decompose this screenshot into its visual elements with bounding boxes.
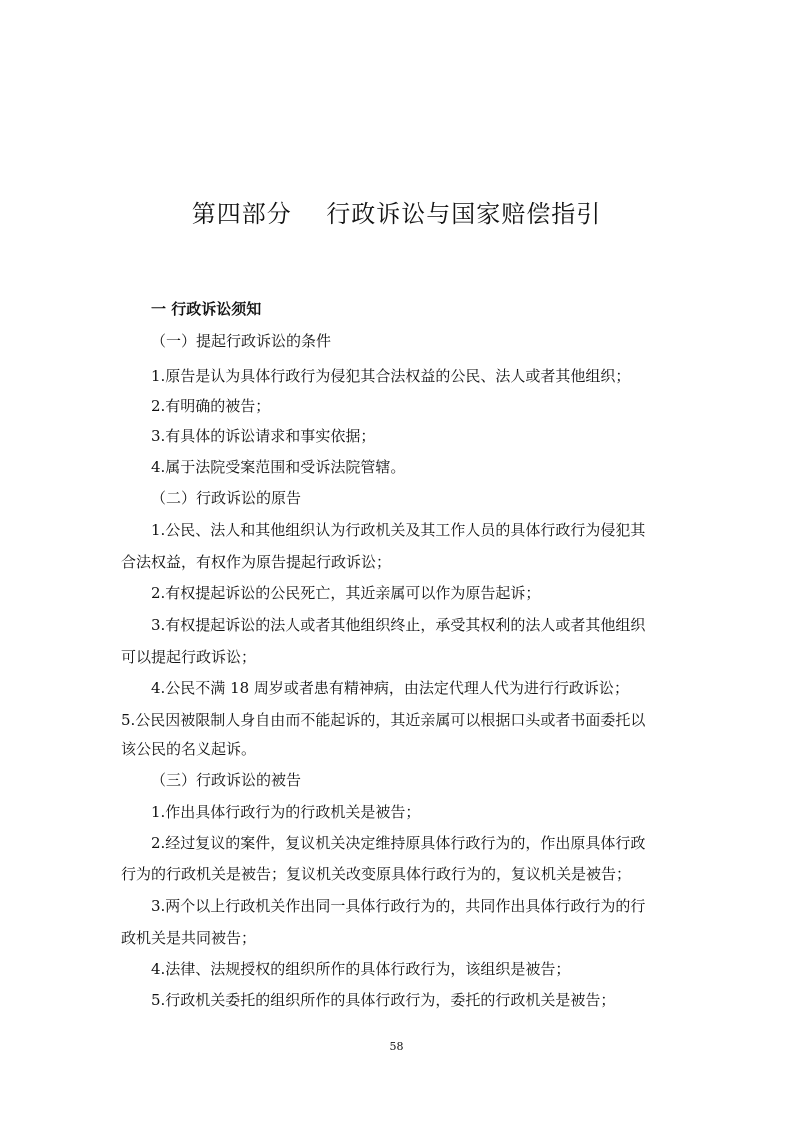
paragraph-line: 5.行政机关委托的组织所作的具体行政行为，委托的行政机关是被告；	[151, 991, 616, 1009]
paragraph-line: 政机关是共同被告；	[121, 929, 257, 947]
paragraph-line: 1.公民、法人和其他组织认为行政机关及其工作人员的具体行政行为侵犯其	[151, 521, 646, 539]
subheading: （一）提起行政诉讼的条件	[151, 332, 332, 350]
subheading: （二）行政诉讼的原告	[151, 489, 302, 507]
page-number: 58	[389, 1040, 404, 1053]
paragraph-line: 3.有具体的诉讼请求和事实依据；	[151, 427, 376, 445]
page-title: 第四部分 行政诉讼与国家赔偿指引	[191, 200, 602, 228]
paragraph-line: 4.法律、法规授权的组织所作的具体行政行为，该组织是被告；	[151, 960, 571, 978]
paragraph-line: 行为的行政机关是被告；复议机关改变原具体行政行为的，复议机关是被告；	[121, 865, 632, 883]
paragraph-line: 可以提起行政诉讼；	[121, 648, 257, 666]
paragraph-line: 4.公民不满 18 周岁或者患有精神病，由法定代理人代为进行行政诉讼；	[151, 679, 629, 697]
paragraph-line: 5.公民因被限制人身自由而不能起诉的，其近亲属可以根据口头或者书面委托以	[121, 711, 646, 729]
subheading: （三）行政诉讼的被告	[151, 771, 302, 789]
section-heading: 一 行政诉讼须知	[151, 300, 262, 318]
paragraph-line: 2.有明确的被告；	[151, 397, 271, 415]
paragraph-line: 3.两个以上行政机关作出同一具体行政行为的，共同作出具体行政行为的行	[151, 897, 646, 915]
paragraph-line: 3.有权提起诉讼的法人或者其他组织终止，承受其权利的法人或者其他组织	[151, 616, 646, 634]
paragraph-line: 该公民的名义起诉。	[121, 740, 257, 758]
paragraph-line: 4.属于法院受案范围和受诉法院管辖。	[151, 458, 406, 476]
paragraph-line: 2.经过复议的案件，复议机关决定维持原具体行政行为的，作出原具体行政	[151, 834, 646, 852]
paragraph-line: 2.有权提起诉讼的公民死亡，其近亲属可以作为原告起诉；	[151, 584, 541, 602]
paragraph-line: 1.原告是认为具体行政行为侵犯其合法权益的公民、法人或者其他组织；	[151, 367, 631, 385]
paragraph-line: 合法权益，有权作为原告提起行政诉讼；	[121, 553, 392, 571]
paragraph-line: 1.作出具体行政行为的行政机关是被告；	[151, 803, 421, 821]
